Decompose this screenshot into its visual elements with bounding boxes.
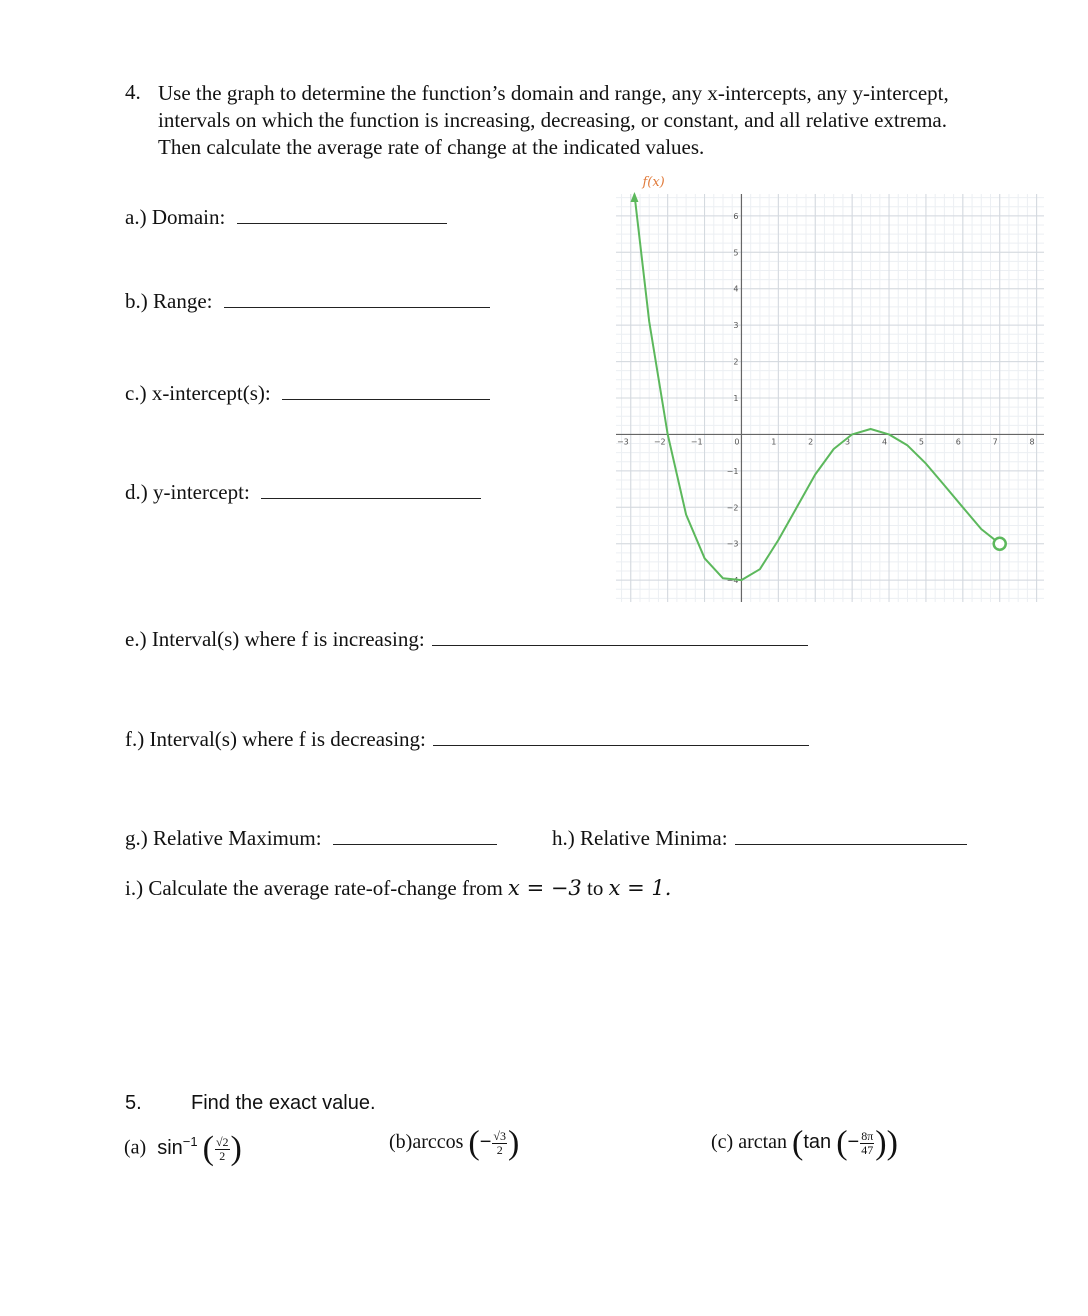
problem-5c-inner-open-paren: ( — [836, 1124, 848, 1162]
part-c-answer-blank[interactable] — [282, 381, 490, 400]
part-d — [125, 480, 481, 505]
x-tick-label: −3 — [616, 437, 629, 447]
part-d-label: d.) y-intercept: — [125, 480, 250, 504]
part-b-answer-blank[interactable] — [224, 289, 490, 308]
x-tick-label: −2 — [653, 437, 666, 447]
part-c — [125, 381, 490, 406]
part-h-label: h.) Relative Minima: — [552, 826, 728, 850]
y-tick-label: 2 — [733, 357, 739, 367]
problem-5c-label: (c) arctan — [711, 1131, 788, 1153]
part-g-label: g.) Relative Maximum: — [125, 826, 322, 850]
problem-5b-label: (b)arccos — [389, 1131, 464, 1153]
part-f — [125, 727, 809, 752]
x-tick-label: 4 — [881, 437, 888, 447]
y-tick-label: 6 — [733, 211, 739, 221]
y-tick-label: −3 — [726, 539, 739, 549]
question-5-title: Find the exact value. — [191, 1092, 376, 1114]
part-h-answer-blank[interactable] — [735, 826, 967, 845]
y-tick-label: −4 — [726, 576, 739, 586]
problem-5c-inner-function: tan — [803, 1131, 832, 1153]
part-h — [552, 826, 967, 851]
problem-5c-sign: − — [847, 1131, 860, 1153]
problem-5a-open-paren: ( — [202, 1130, 214, 1168]
part-i-to: to — [587, 876, 604, 900]
x-tick-label: 5 — [918, 437, 924, 447]
part-b — [125, 289, 490, 314]
problem-5c-outer-close-paren: ) — [886, 1124, 898, 1162]
y-tick-label: −1 — [726, 466, 739, 476]
problem-5b-open-paren: ( — [468, 1124, 480, 1162]
problem-5b-close-paren: ) — [508, 1124, 520, 1162]
x-tick-label: −1 — [690, 437, 703, 447]
part-i-label: i.) Calculate the average rate-of-change from — [125, 876, 503, 900]
problem-5a-fraction: $\frac{√2}{2}$ — [215, 1134, 229, 1163]
y-tick-label: 5 — [733, 248, 739, 258]
problem-5b-sign: − — [479, 1131, 492, 1153]
problem-5a-exponent: −1 — [182, 1134, 198, 1149]
problem-5c-fraction: $\frac{8\pi}{47}$ — [861, 1128, 874, 1157]
part-f-label: f.) Interval(s) where f is decreasing: — [125, 727, 426, 751]
problem-5b-fraction: $\frac{√3}{2}$ — [493, 1128, 507, 1157]
part-a — [125, 205, 447, 230]
y-tick-label: 3 — [733, 321, 739, 331]
y-tick-label: 4 — [733, 284, 739, 294]
problem-5b — [389, 1120, 519, 1164]
part-g — [125, 826, 497, 851]
part-a-label: a.) Domain: — [125, 205, 226, 229]
part-d-answer-blank[interactable] — [261, 480, 481, 499]
x-tick-label: 3 — [845, 437, 851, 447]
part-g-answer-blank[interactable] — [333, 826, 497, 845]
part-e — [125, 627, 808, 652]
problem-5a-function: sin — [157, 1136, 183, 1159]
y-tick-label: −2 — [726, 503, 739, 513]
problem-5c-inner-close-paren: ) — [875, 1124, 887, 1162]
part-e-answer-blank[interactable] — [432, 627, 808, 646]
part-c-label: c.) x-intercept(s): — [125, 381, 271, 405]
open-endpoint — [994, 538, 1006, 550]
y-tick-label: 1 — [733, 394, 739, 403]
curve-arrow-head — [630, 192, 638, 202]
part-b-label: b.) Range: — [125, 289, 213, 313]
function-graph — [612, 170, 1052, 610]
x-tick-label: 2 — [808, 437, 814, 447]
problem-5a-close-paren: ) — [230, 1130, 242, 1168]
problem-5c-outer-open-paren: ( — [792, 1124, 804, 1162]
question-4-number: 4. — [125, 80, 141, 104]
part-a-answer-blank[interactable] — [237, 205, 447, 224]
part-i-end-value: x = 1. — [608, 876, 672, 900]
part-e-label: e.) Interval(s) where f is increasing: — [125, 627, 425, 651]
part-f-answer-blank[interactable] — [433, 727, 809, 746]
x-tick-label: 7 — [992, 437, 998, 447]
part-i-start-value: x = −3 — [508, 876, 582, 900]
x-tick-label: 6 — [955, 437, 961, 447]
problem-5a — [124, 1120, 242, 1168]
problem-5c — [711, 1120, 898, 1164]
question-4-text: Use the graph to determine the function’s domain and range, any x-intercepts, any y-intercept, intervals on which the function is increasing, decreasing, or constant, and all relative extrema. Then calculate the average rate of change at the indicated values. — [158, 81, 949, 159]
problem-5a-label: (a) — [124, 1136, 147, 1159]
question-5-number: 5. — [125, 1092, 142, 1114]
x-tick-label: 1 — [771, 437, 777, 447]
x-tick-label: 8 — [1029, 437, 1035, 447]
part-i — [125, 876, 671, 901]
x-tick-label: 0 — [734, 437, 740, 447]
y-axis-label: f(x) — [642, 175, 665, 190]
